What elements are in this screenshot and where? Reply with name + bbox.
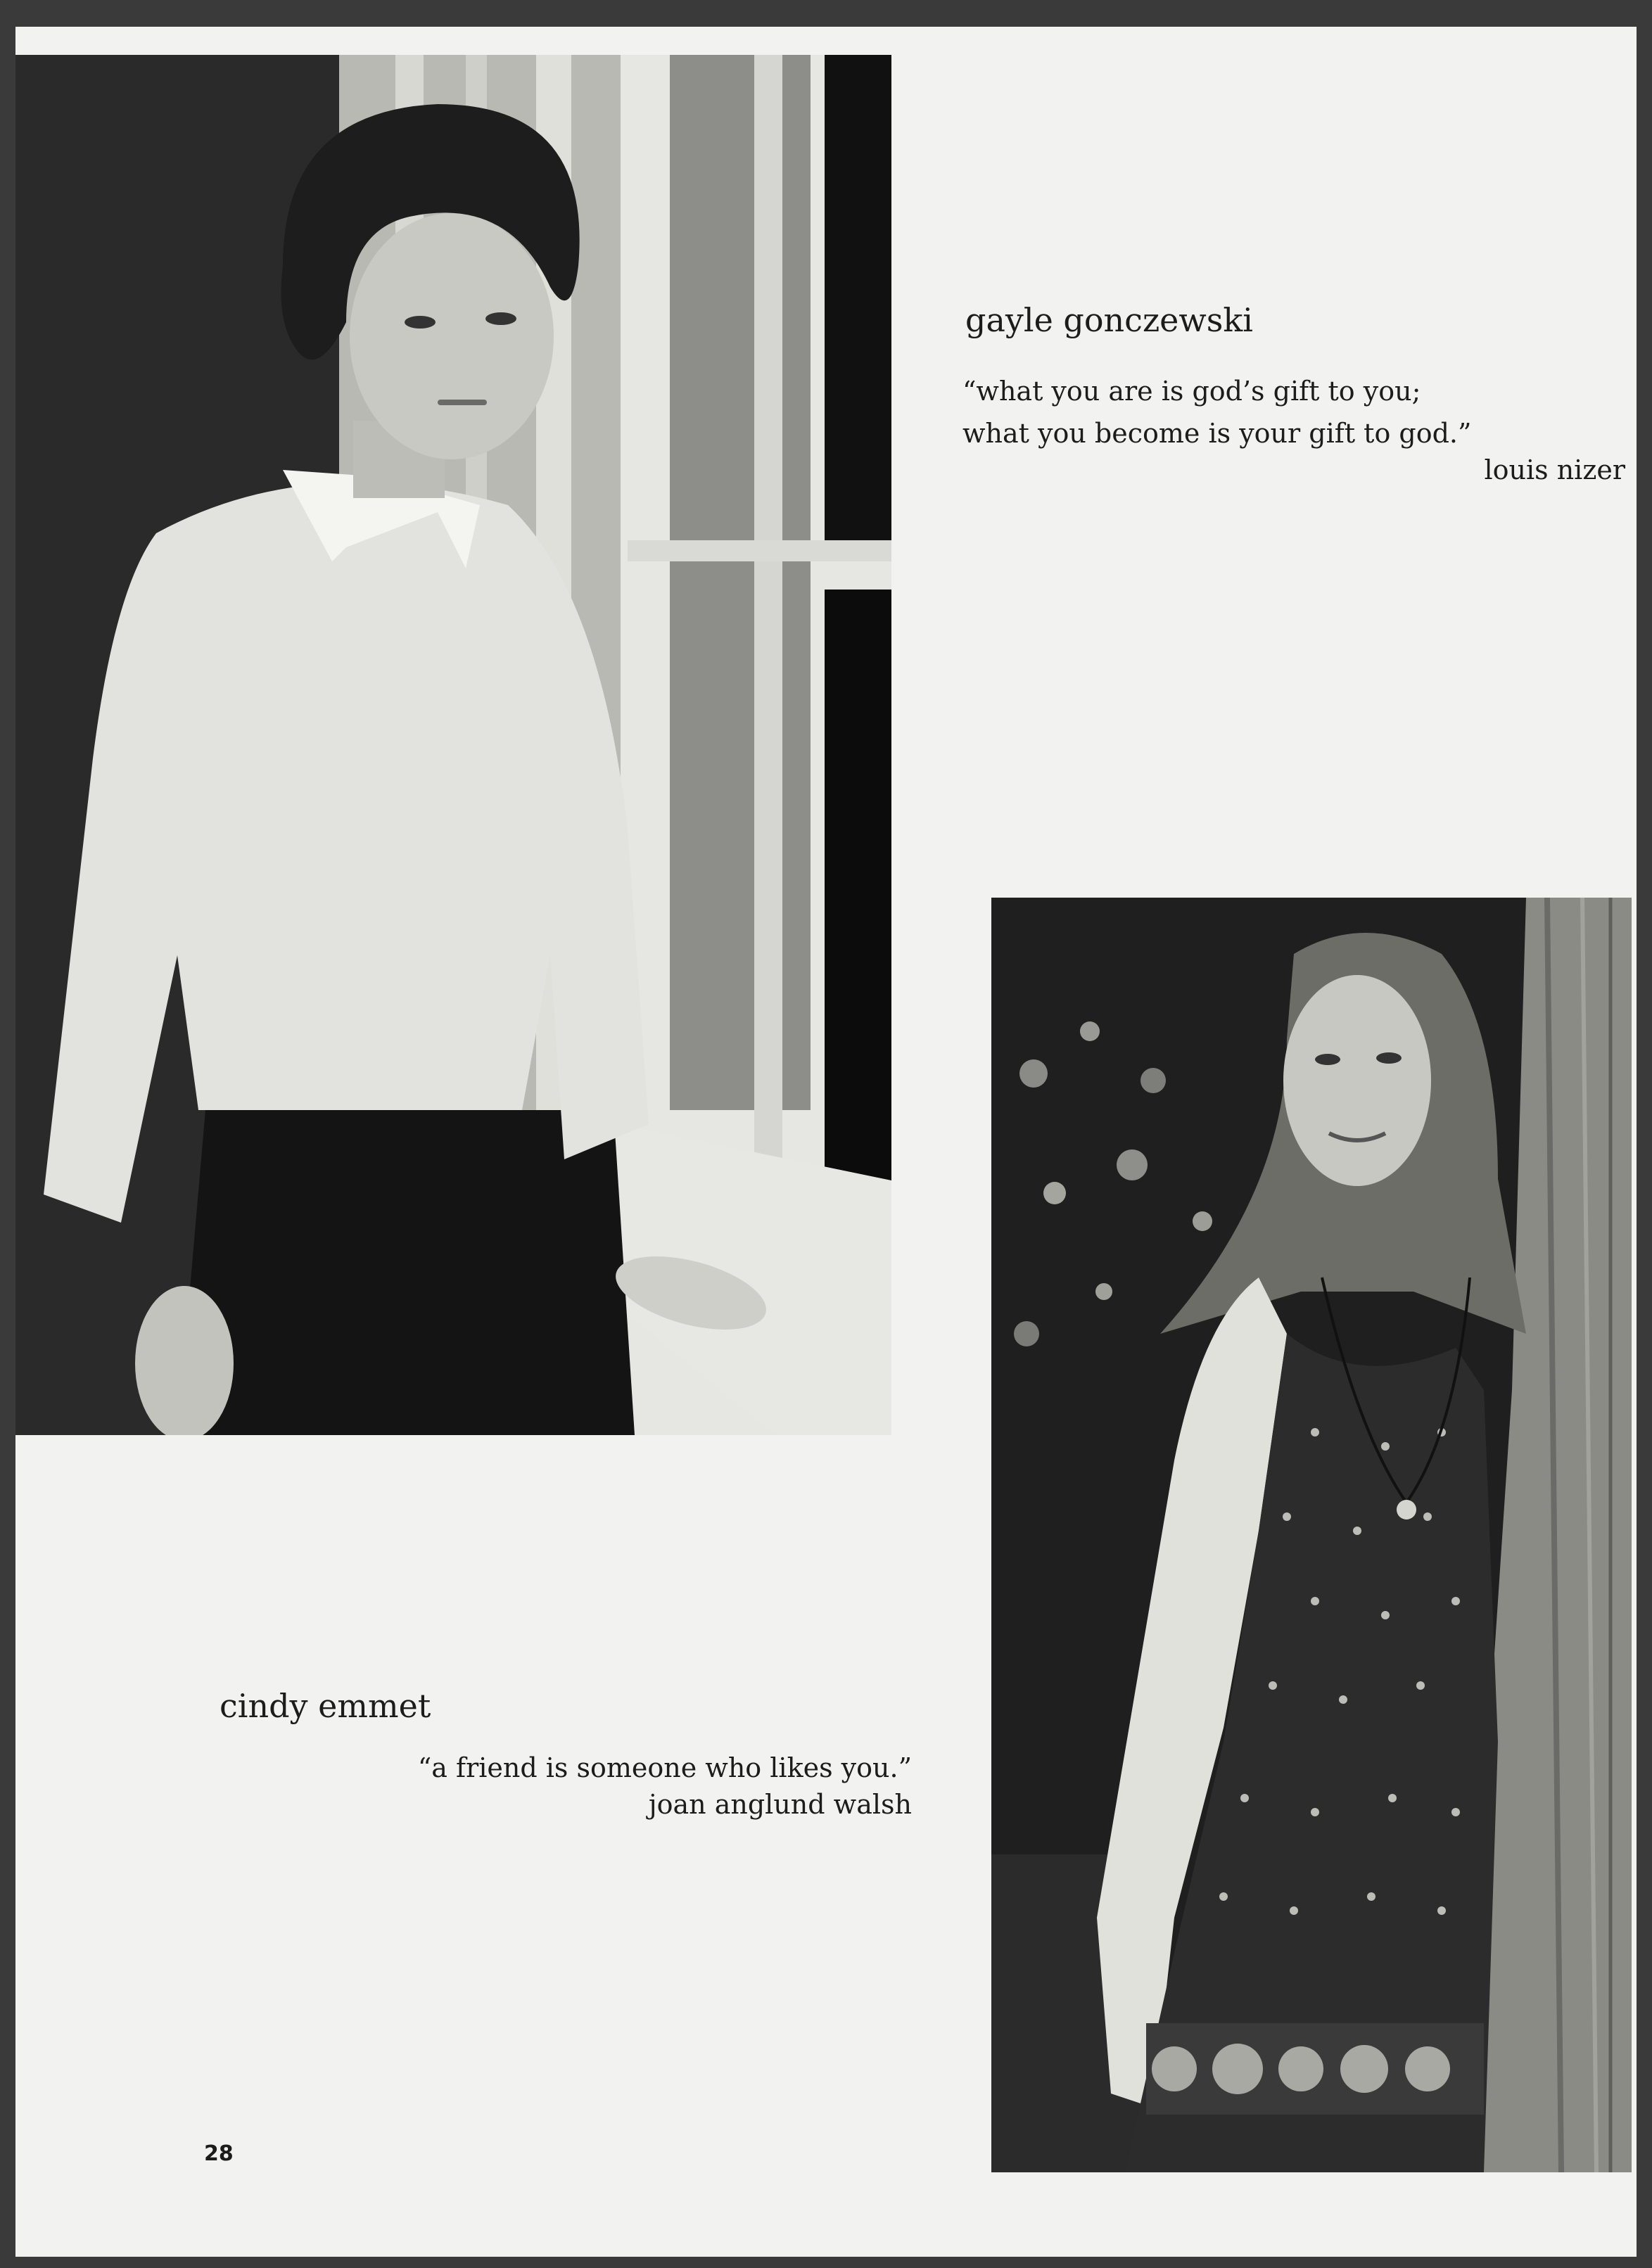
student-name-gayle: gayle gonczewski: [965, 301, 1253, 339]
quote-author-gayle: louis nizer: [1484, 454, 1625, 485]
quote-line: what you become is your gift to god.”: [962, 418, 1472, 449]
portrait-photo-cindy-image: [991, 898, 1632, 2172]
portrait-photo-gayle: [15, 55, 891, 1435]
portrait-photo-cindy: [991, 898, 1632, 2172]
student-quote-cindy: “a friend is someone who likes you.”: [417, 1752, 912, 1783]
quote-line: “what you are is god’s gift to you;: [962, 376, 1421, 407]
yearbook-page: [15, 27, 1637, 2257]
student-quote-gayle: [962, 370, 1471, 454]
student-name-cindy: cindy emmet: [220, 1687, 431, 1725]
portrait-photo-gayle-image: [15, 55, 891, 1435]
page-number: 28: [204, 2141, 234, 2166]
quote-author-cindy: joan anglund walsh: [648, 1789, 912, 1820]
